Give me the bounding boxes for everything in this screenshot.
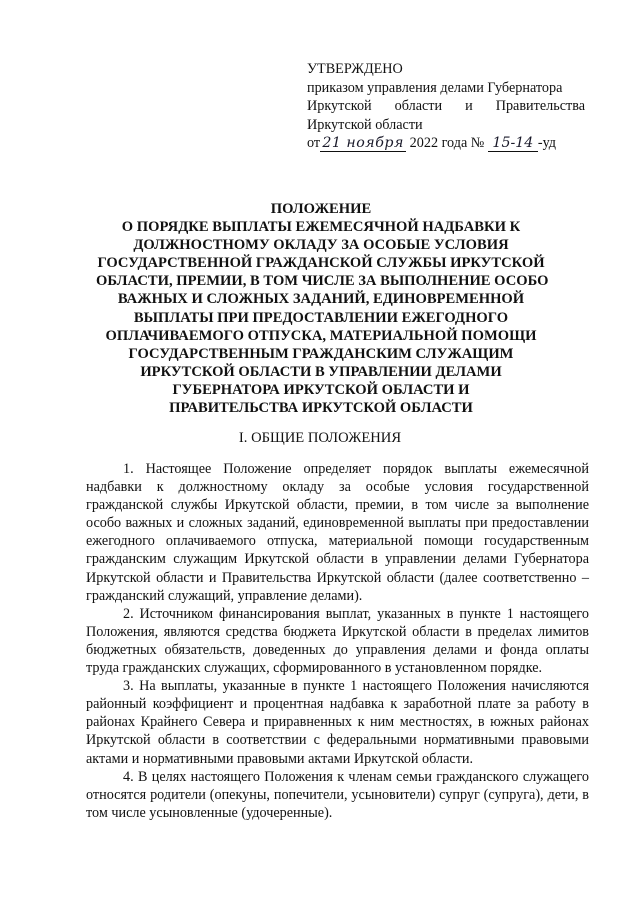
document-body xyxy=(86,460,589,822)
title-line: ВЫПЛАТЫ ПРИ ПРЕДОСТАВЛЕНИИ ЕЖЕГОДНОГО xyxy=(133,309,509,326)
title-line: ОПЛАЧИВАЕМОГО ОТПУСКА, МАТЕРИАЛЬНОЙ ПОМОЩИ xyxy=(105,327,537,344)
title-line: ПРАВИТЕЛЬСТВА ИРКУТСКОЙ ОБЛАСТИ xyxy=(169,400,473,417)
year-text: 2022 года № xyxy=(409,135,485,151)
paragraph-2: 2. Источником финансирования выплат, указанных в пункте 1 настоящего Положения, являются средства бюджета Иркутской области в пределах лимитов бюджетных обязательств, доведенных до управления делами и фонда оплаты труда гражданских служащих, сформированного в установленном порядке. xyxy=(86,605,589,677)
title-line: ПОЛОЖЕНИЕ xyxy=(270,201,372,217)
title-line: ИРКУТСКОЙ ОБЛАСТИ В УПРАВЛЕНИИ ДЕЛАМИ xyxy=(140,363,502,380)
handwritten-number: 15-14 xyxy=(488,136,538,152)
approval-heading: УТВЕРЖДЕНО xyxy=(307,61,403,77)
paragraph-1: 1. Настоящее Положение определяет порядок выплаты ежемесячной надбавки к должностному окладу за особые условия государственной гражданской службы Иркутской области, премии, в том числе за выполнение особо важных и сложных заданий, единовременной выплаты при предоставлении ежегодного оплачиваемого отпуска, материальной помощи государственным гражданским служащим Иркутской области в управлении делами Губернатора Иркутской области и Правительства Иркутской области (далее соответственно – гражданский служащий, управление делами). xyxy=(86,461,589,604)
approval-line-3: Иркутской области xyxy=(307,116,423,133)
handwritten-date: 21 ноября xyxy=(320,136,406,152)
paragraph-3: 3. На выплаты, указанные в пункте 1 настоящего Положения начисляются районный коэффициент и процентная надбавка к заработной плате за работу в районах Крайнего Севера и приравненных к ним местностях, в южных районах Иркутской области в соответствии с федеральными нормативными правовыми актами и нормативными правовыми актами Иркутской области. xyxy=(86,678,589,767)
approval-block xyxy=(307,60,585,153)
title-line: ВАЖНЫХ И СЛОЖНЫХ ЗАДАНИЙ, ЕДИНОВРЕМЕННОЙ xyxy=(117,291,525,308)
title-line: ГУБЕРНАТОРА ИРКУТСКОЙ ОБЛАСТИ И xyxy=(172,381,470,398)
date-prefix: от xyxy=(307,135,321,151)
title-line: ГОСУДАРСТВЕННЫМ ГРАЖДАНСКИМ СЛУЖАЩИМ xyxy=(128,345,514,362)
title-line: О ПОРЯДКЕ ВЫПЛАТЫ ЕЖЕМЕСЯЧНОЙ НАДБАВКИ К xyxy=(121,219,521,236)
section-heading: I. ОБЩИЕ ПОЛОЖЕНИЯ xyxy=(238,430,402,446)
approval-line-1: приказом управления делами Губернатора xyxy=(307,79,563,96)
approval-date-line xyxy=(307,134,585,153)
approval-line-2: Иркутской области и Правительства xyxy=(307,98,585,114)
paragraph-4: 4. В целях настоящего Положения к членам семьи гражданского служащего относятся родители (опекуны, попечители, усыновители) супруг (супруга), дети, в том числе усыновленные (удочеренные). xyxy=(86,768,589,821)
title-line: ДОЛЖНОСТНОМУ ОКЛАДУ ЗА ОСОБЫЕ УСЛОВИЯ xyxy=(133,237,509,254)
document-title xyxy=(96,200,549,417)
title-line: ОБЛАСТИ, ПРЕМИИ, В ТОМ ЧИСЛЕ ЗА ВЫПОЛНЕНИЕ ОСОБО xyxy=(96,273,549,290)
number-suffix: -уд xyxy=(537,135,557,151)
title-line: ГОСУДАРСТВЕННОЙ ГРАЖДАНСКОЙ СЛУЖБЫ ИРКУТСКОЙ xyxy=(97,255,545,272)
